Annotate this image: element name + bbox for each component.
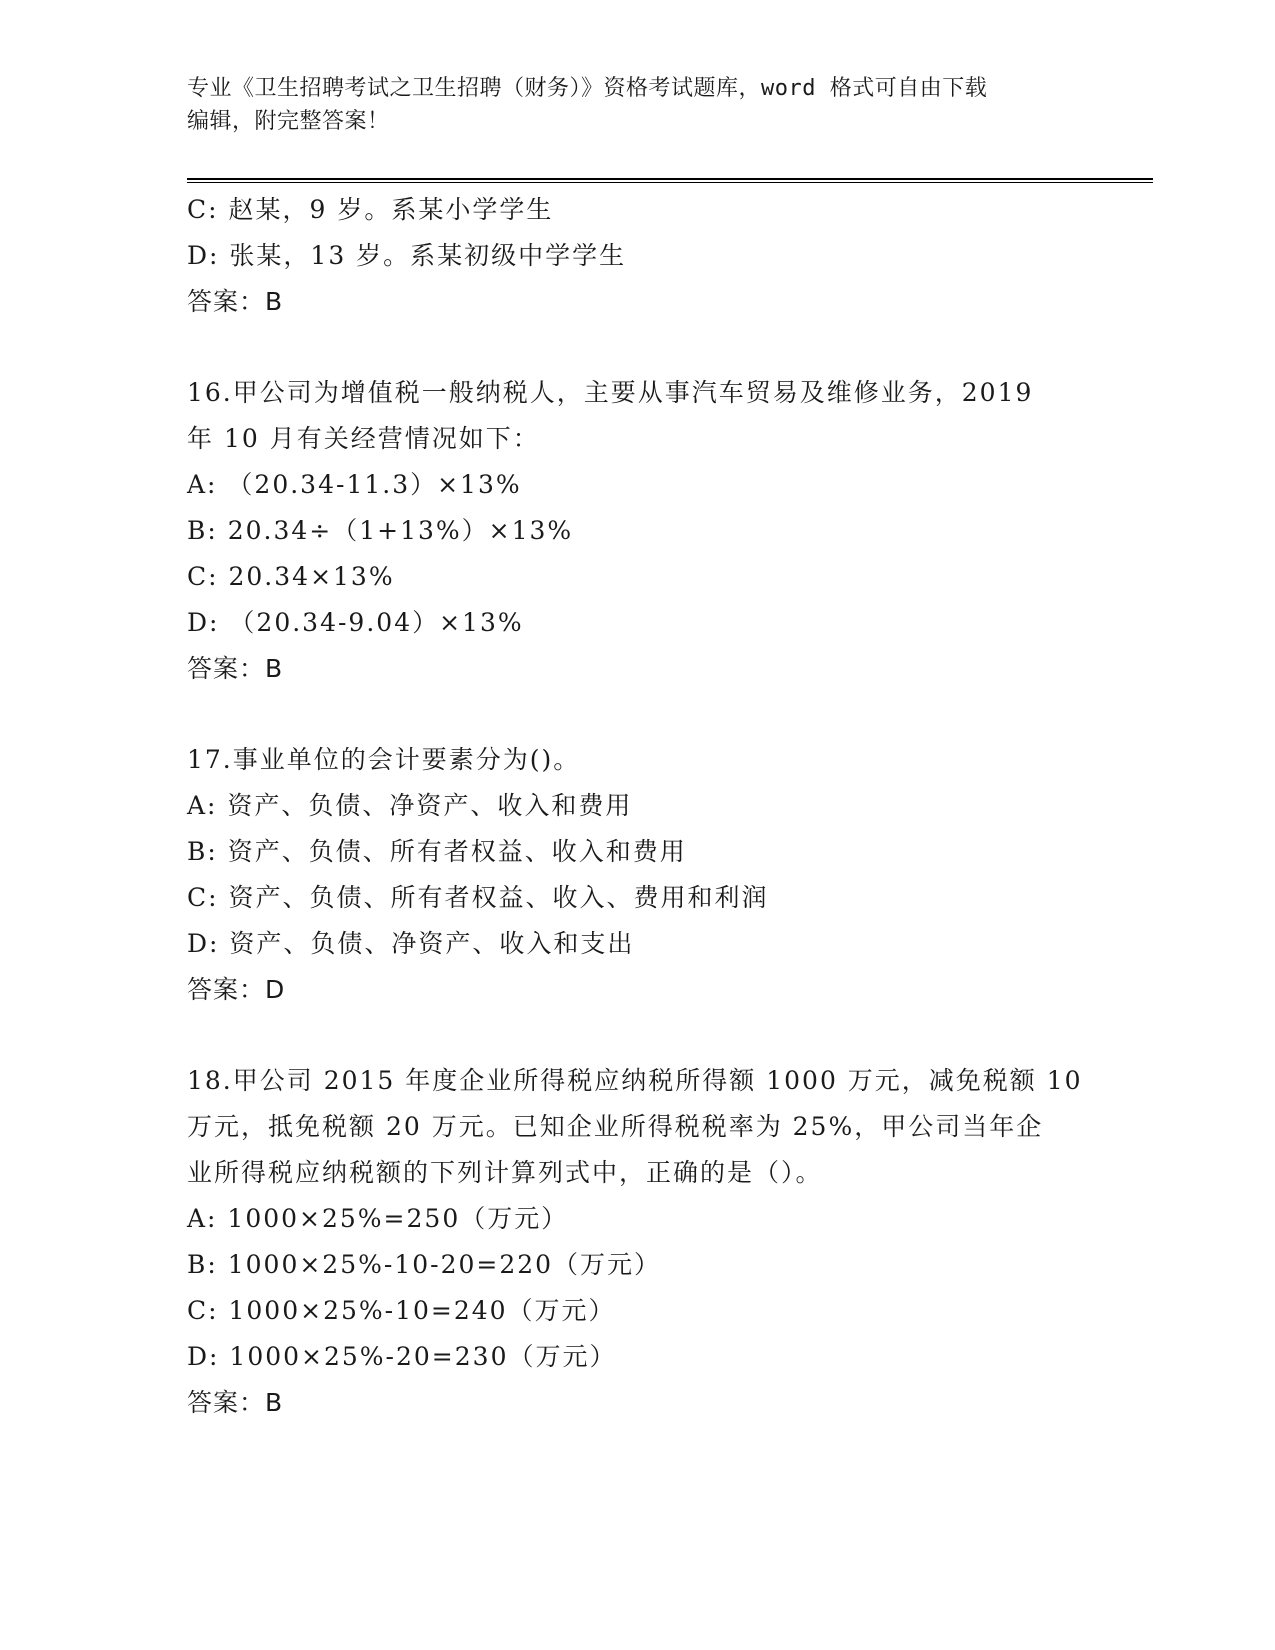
question-18	[187, 1058, 1087, 1426]
option-b: B: 20.34÷（1+13%）×13%	[187, 516, 574, 545]
option-d: D: （20.34-9.04）×13%	[187, 608, 524, 637]
question-stem: 17.事业单位的会计要素分为()。	[187, 745, 581, 774]
option-c: C: 赵某，9 岁。系某小学学生	[187, 195, 554, 224]
question-16	[187, 370, 1087, 692]
answer: 答案：B	[187, 1388, 284, 1417]
answer: 答案：B	[187, 654, 284, 683]
option-a: A: （20.34-11.3）×13%	[187, 470, 522, 499]
document-header	[187, 72, 1087, 138]
header-line-2: 编辑，附完整答案！	[187, 109, 390, 134]
option-a: A: 资产、负债、净资产、收入和费用	[187, 791, 633, 820]
question-stem: 18.甲公司 2015 年度企业所得税应纳税所得额 1000 万元，减免税额 10	[187, 1066, 1083, 1095]
question-stem-continued: 万元，抵免税额 20 万元。已知企业所得税税率为 25%，甲公司当年企	[187, 1112, 1044, 1141]
answer: 答案：B	[187, 287, 284, 316]
question-stem: 16.甲公司为增值税一般纳税人，主要从事汽车贸易及维修业务，2019	[187, 378, 1034, 407]
option-b: B: 1000×25%-10-20=220（万元）	[187, 1250, 662, 1279]
option-b: B: 资产、负债、所有者权益、收入和费用	[187, 837, 687, 866]
option-c: C: 1000×25%-10=240（万元）	[187, 1296, 616, 1325]
question-15	[187, 187, 1087, 325]
option-c: C: 20.34×13%	[187, 562, 395, 591]
option-d: D: 1000×25%-20=230（万元）	[187, 1342, 617, 1371]
option-c: C: 资产、负债、所有者权益、收入、费用和利润	[187, 883, 769, 912]
question-list	[187, 187, 1087, 1426]
option-d: D: 张某，13 岁。系某初级中学学生	[187, 241, 627, 270]
header-line-1: 专业《卫生招聘考试之卫生招聘（财务）》资格考试题库，word 格式可自由下载	[187, 76, 988, 101]
question-stem-continued: 业所得税应纳税额的下列计算列式中，正确的是（）。	[187, 1158, 823, 1187]
answer: 答案：D	[187, 975, 286, 1004]
option-d: D: 资产、负债、净资产、收入和支出	[187, 929, 635, 958]
option-a: A: 1000×25%=250（万元）	[187, 1204, 569, 1233]
question-17	[187, 737, 1087, 1013]
question-stem-continued: 年 10 月有关经营情况如下：	[187, 424, 540, 453]
header-divider	[187, 178, 1153, 183]
